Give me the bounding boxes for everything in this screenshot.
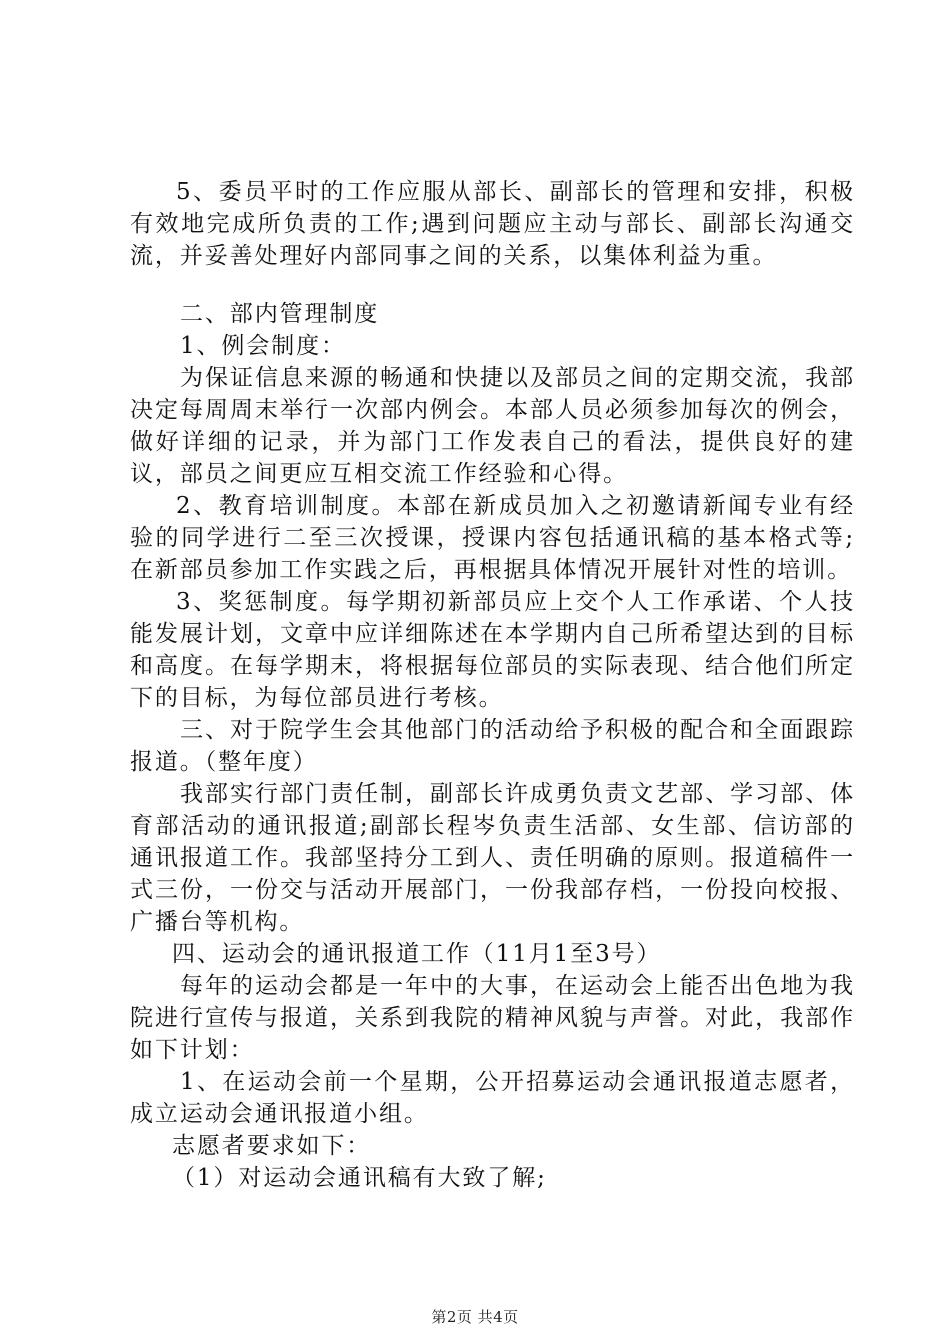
list-item-requirement-1: （1）对运动会通讯稿有大致了解; (172, 1165, 547, 1191)
section-heading-internal-management: 二、部内管理制度 (180, 301, 380, 327)
paragraph-training-system: 2、教育培训制度。本部在新成员加入之初邀请新闻专业有经验的同学进行二至三次授课，授课内容包括通讯稿的基本格式等;在新部员参加工作实践之后，再根据具体情况开展针对性的培训。 (130, 493, 855, 583)
paragraph-responsibility: 我部实行部门责任制，副部长许成勇负责文艺部、学习部、体育部活动的通讯报道;副部长程岑负责生活部、女生部、信访部的通讯报道工作。我部坚持分工到人、责任明确的原则。报道稿件一式三份，一份交与活动开展部门，一份我部存档，一份投向校报、广播台等机构。 (130, 781, 855, 935)
subheading-regular-meeting: 1、例会制度： (180, 333, 346, 359)
paragraph-regular-meeting: 为保证信息来源的畅通和快捷以及部员之间的定期交流，我部决定每周周末举行一次部内例会。本部人员必须参加每次的例会，做好详细的记录，并为部门工作发表自己的看法，提供良好的建议，部员之间更应互相交流工作经验和心得。 (130, 365, 855, 487)
page-footer: 第2页 共4页 (431, 1308, 519, 1326)
paragraph-volunteer-recruit: 1、在运动会前一个星期，公开招募运动会通讯报道志愿者，成立运动会通讯报道小组。 (130, 1069, 855, 1127)
paragraph-spacer (130, 272, 855, 298)
section-heading-sports-meet: 四、运动会的通讯报道工作（11月1至3号） (172, 941, 662, 967)
paragraph-volunteer-requirements: 志愿者要求如下： (172, 1133, 372, 1159)
paragraph-sports-meet: 每年的运动会都是一年中的大事，在运动会上能否出色地为我院进行宣传与报道，关系到我院的精神风貌与声誉。对此，我部作如下计划： (130, 973, 855, 1063)
paragraph-reward-system: 3、奖惩制度。每学期初新部员应上交个人工作承诺、个人技能发展计划，文章中应详细陈述在本学期内自己所希望达到的目标和高度。在每学期末，将根据每位部员的实际表现、结合他们所定下的目标，为每位部员进行考核。 (130, 589, 855, 711)
paragraph-committee-duties: 5、委员平时的工作应服从部长、副部长的管理和安排，积极有效地完成所负责的工作;遇到问题应主动与部长、副部长沟通交流，并妥善处理好内部同事之间的关系，以集体利益为重。 (130, 179, 855, 269)
document-body (130, 176, 855, 1194)
section-heading-cooperation: 三、对于院学生会其他部门的活动给予积极的配合和全面跟踪报道。（整年度） (130, 717, 855, 775)
